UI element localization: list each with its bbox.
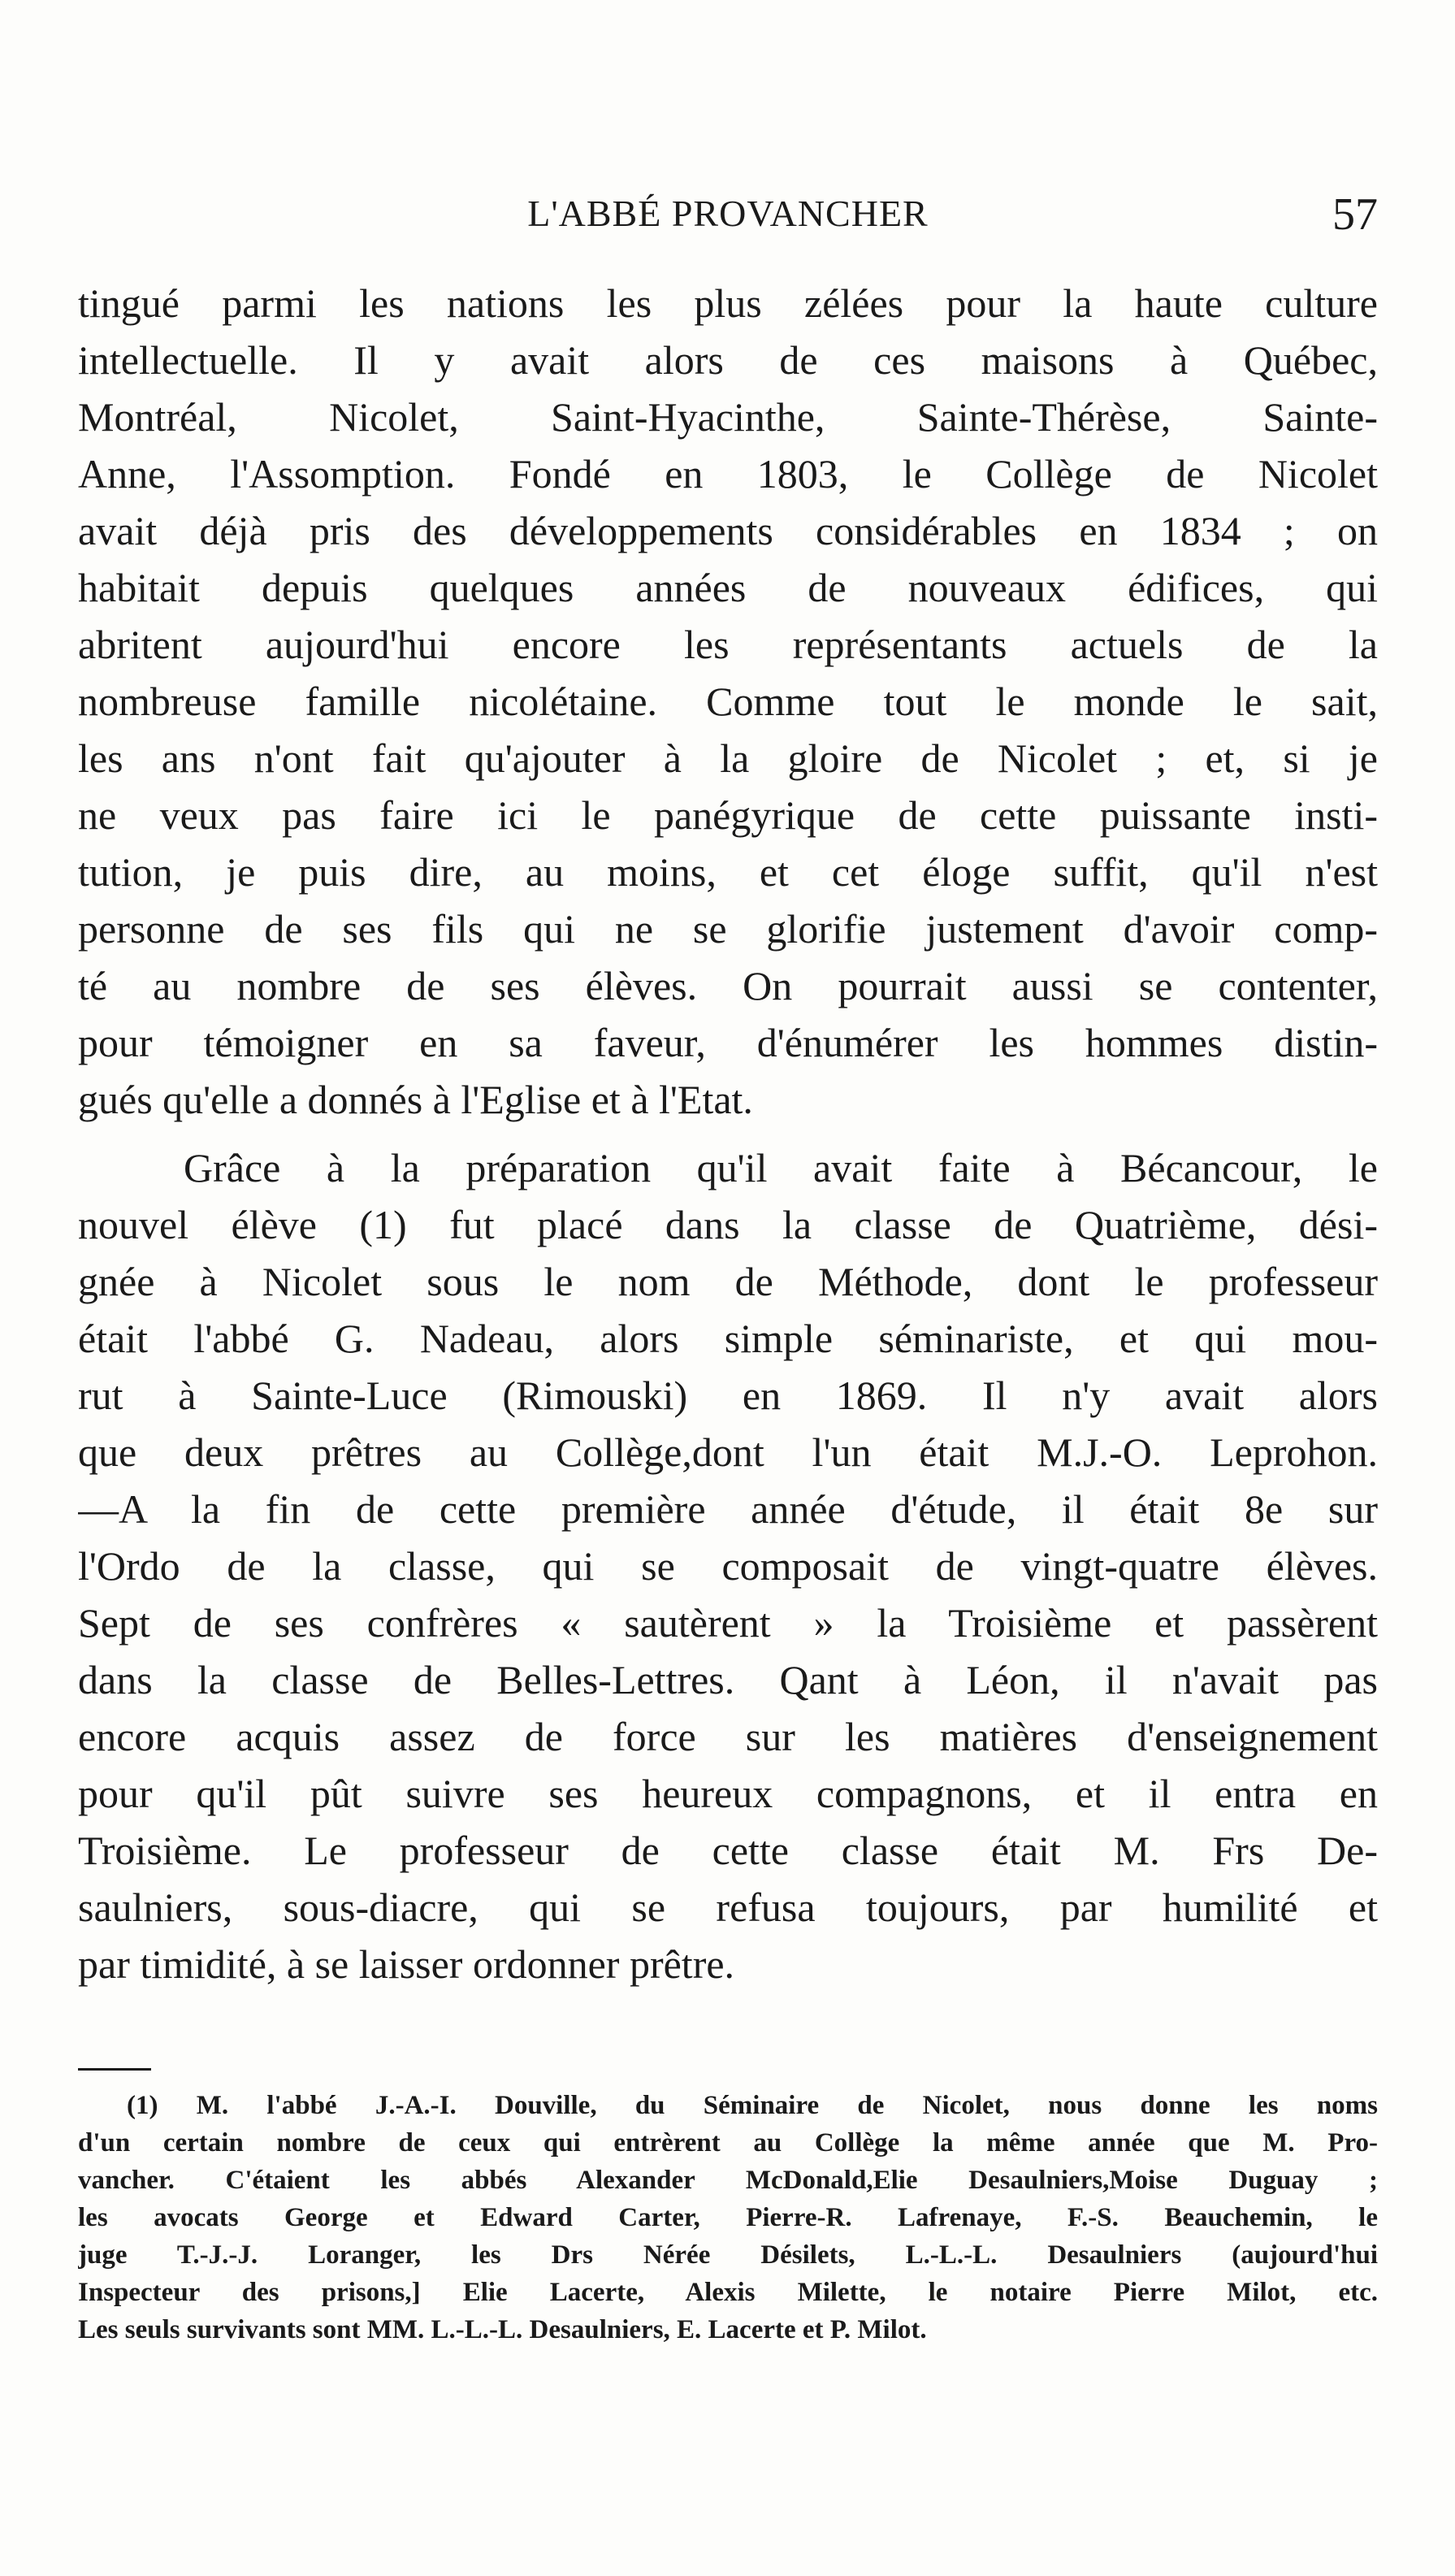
running-title: L'ABBÉ PROVANCHER	[527, 193, 929, 234]
footnote-line: Les seuls survivants sont MM. L.-L.-L. Desaulniers, E. Lacerte et P. Milot.	[78, 2315, 927, 2344]
text-line: l'Ordo de la classe, qui se composait de vingt-quatre élèves.	[78, 1543, 1378, 1589]
text-line: Anne, l'Assomption. Fondé en 1803, le Collège de Nicolet	[78, 451, 1378, 497]
text-line: pour qu'il pût suivre ses heureux compagnons, et il entra en	[78, 1771, 1378, 1816]
text-line: les ans n'ont fait qu'ajouter à la gloire de Nicolet ; et, si je	[78, 735, 1378, 781]
text-line: habitait depuis quelques années de nouveaux édifices, qui	[78, 565, 1378, 610]
footnote-rule	[78, 2068, 151, 2071]
text-line: gnée à Nicolet sous le nom de Méthode, dont le professeur	[78, 1259, 1378, 1304]
footnote-line: les avocats George et Edward Carter, Pierre-R. Lafrenaye, F.-S. Beauchemin, le	[78, 2203, 1378, 2232]
footnote-line: d'un certain nombre de ceux qui entrèrent au Collège la même année que M. Pro-	[78, 2128, 1378, 2158]
text-line: té au nombre de ses élèves. On pourrait aussi se contenter,	[78, 963, 1378, 1008]
text-line: intellectuelle. Il y avait alors de ces maisons à Québec,	[78, 337, 1378, 383]
footnote-line: vancher. C'étaient les abbés Alexander McDonald,Elie Desaulniers,Moise Duguay ;	[78, 2166, 1378, 2195]
running-header	[78, 189, 1378, 249]
text-line: était l'abbé G. Nadeau, alors simple séminariste, et qui mou-	[78, 1316, 1378, 1361]
text-line: tingué parmi les nations les plus zélées pour la haute culture	[78, 280, 1378, 326]
text-line: Troisième. Le professeur de cette classe était M. Frs De-	[78, 1828, 1378, 1873]
text-line: —A la fin de cette première année d'étude, il était 8e sur	[78, 1486, 1378, 1532]
text-line: que deux prêtres au Collège,dont l'un était M.J.-O. Leprohon.	[78, 1429, 1378, 1475]
paragraph-1	[78, 275, 1378, 1128]
footnote-line: Inspecteur des prisons,] Elie Lacerte, Alexis Milette, le notaire Pierre Milot, etc.	[78, 2278, 1378, 2307]
text-line: avait déjà pris des développements considérables en 1834 ; on	[78, 508, 1378, 553]
text-line: par timidité, à se laisser ordonner prêtre.	[78, 1941, 735, 1987]
footnote-line: juge T.-J.-J. Loranger, les Drs Nérée Désilets, L.-L.-L. Desaulniers (aujourd'hui	[78, 2240, 1378, 2270]
text-line: tution, je puis dire, au moins, et cet éloge suffit, qu'il n'est	[78, 849, 1378, 895]
text-line: encore acquis assez de force sur les matières d'enseignement	[78, 1714, 1378, 1759]
text-line: ne veux pas faire ici le panégyrique de cette puissante insti-	[78, 792, 1378, 838]
text-line: dans la classe de Belles-Lettres. Qant à Léon, il n'avait pas	[78, 1657, 1378, 1702]
text-line: rut à Sainte-Luce (Rimouski) en 1869. Il n'y avait alors	[78, 1373, 1378, 1418]
text-line: abritent aujourd'hui encore les représentants actuels de la	[78, 622, 1378, 667]
footnote-line: (1) M. l'abbé J.-A.-I. Douville, du Séminaire de Nicolet, nous donne les noms	[127, 2091, 1378, 2120]
text-line: Sept de ses confrères « sautèrent » la Troisième et passèrent	[78, 1600, 1378, 1646]
text-line: Montréal, Nicolet, Saint-Hyacinthe, Sainte-Thérèse, Sainte-	[78, 394, 1378, 440]
text-line: personne de ses fils qui ne se glorifie justement d'avoir comp-	[78, 906, 1378, 952]
text-line: Grâce à la préparation qu'il avait faite à Bécancour, le	[184, 1145, 1378, 1190]
page-number: 57	[1332, 189, 1378, 240]
body-text	[78, 275, 1378, 1993]
text-line: pour témoigner en sa faveur, d'énumérer les hommes distin-	[78, 1020, 1378, 1065]
text-line: nombreuse famille nicolétaine. Comme tout le monde le sait,	[78, 679, 1378, 724]
footnote	[78, 2087, 1378, 2348]
paragraph-2	[78, 1139, 1378, 1993]
text-line: gués qu'elle a donnés à l'Eglise et à l'Etat.	[78, 1077, 753, 1122]
text-line: nouvel élève (1) fut placé dans la classe de Quatrième, dési-	[78, 1202, 1378, 1247]
text-line: saulniers, sous-diacre, qui se refusa toujours, par humilité et	[78, 1884, 1378, 1930]
paragraph-gap	[78, 1128, 1378, 1139]
